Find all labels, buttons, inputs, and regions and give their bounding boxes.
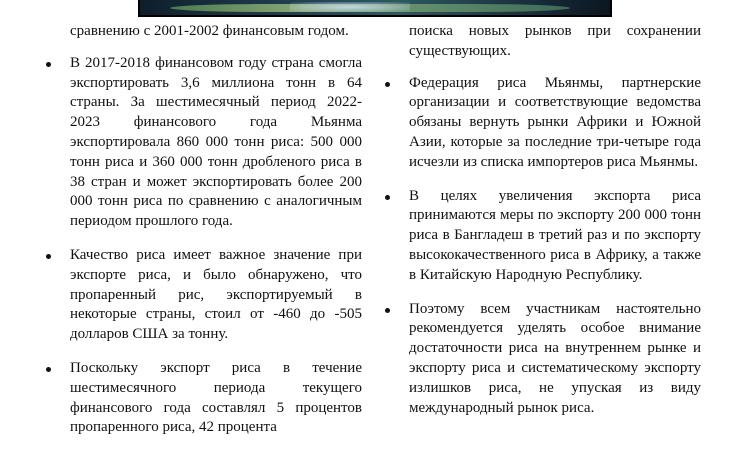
header-photo <box>138 0 612 17</box>
right-bullet-3 <box>409 300 701 419</box>
bullet-dot-icon <box>385 195 390 200</box>
bullet-dot-icon <box>385 308 390 313</box>
right-bullet-1-text: Федерация риса Мьянмы, партнерские организации и соответствующие ведомства обязаны вернуть рынки Африки и Южной Азии, которые за последние три-четыре года исчезли из списка импортеров риса Мьянмы. <box>409 74 701 170</box>
left-bullet-2 <box>70 246 362 345</box>
left-continuation-text: сравнению с 2001-2002 финансовым годом. <box>70 23 349 39</box>
left-bullet-2-text: Качество риса имеет важное значение при экспорте риса, и было обнаружено, что пропаренный рис, экспортируемый в некоторые страны, стоил от -460 до -505 долларов США за тонну. <box>70 246 362 343</box>
photo-highlight <box>290 2 410 12</box>
right-bullet-3-text: Поэтому всем участникам настоятельно рекомендуется уделять особое внимание достаточности риса на внутреннем рынке и экспорту риса и систематическому экспорту излишков риса, не упуская из виду международный рынок риса. <box>409 300 701 416</box>
left-bullet-1 <box>70 54 362 232</box>
bullet-dot-icon <box>46 62 51 67</box>
right-bullet-2-text: В целях увеличения экспорта риса принимаются меры по экспорту 200 000 тонн риса в Бангладеш в третий раз и по экспорту высококачественного риса в Африку, а также в Китайскую Народную Республику. <box>409 187 701 283</box>
bullet-dot-icon <box>46 254 51 259</box>
right-column <box>409 22 701 432</box>
right-continuation-text: поиска новых рынков при сохранении существующих. <box>409 23 701 59</box>
right-bullet-1 <box>409 74 701 173</box>
left-bullet-3-text: Поскольку экспорт риса в течение шестимесячного периода текущего финансового года составлял 5 процентов пропаренного риса, 42 процента <box>70 359 362 436</box>
bullet-dot-icon <box>385 82 390 87</box>
left-bullet-1-text: В 2017-2018 финансовом году страна смогла экспортировать 3,6 миллиона тонн в 64 страны. За шестимесячный период 2022-2023 финансового года Мьянма экспортировала 860 000 тонн риса: 500 000 тонн риса и 360 000 тонн дробленого риса в 38 стран и может экспортировать более 200 000 тонн риса по сравнению с аналогичным периодом прошлого года. <box>70 54 362 230</box>
right-bullet-2 <box>409 187 701 286</box>
left-bullet-3 <box>70 359 362 438</box>
left-column <box>70 22 362 452</box>
bullet-dot-icon <box>46 367 51 372</box>
